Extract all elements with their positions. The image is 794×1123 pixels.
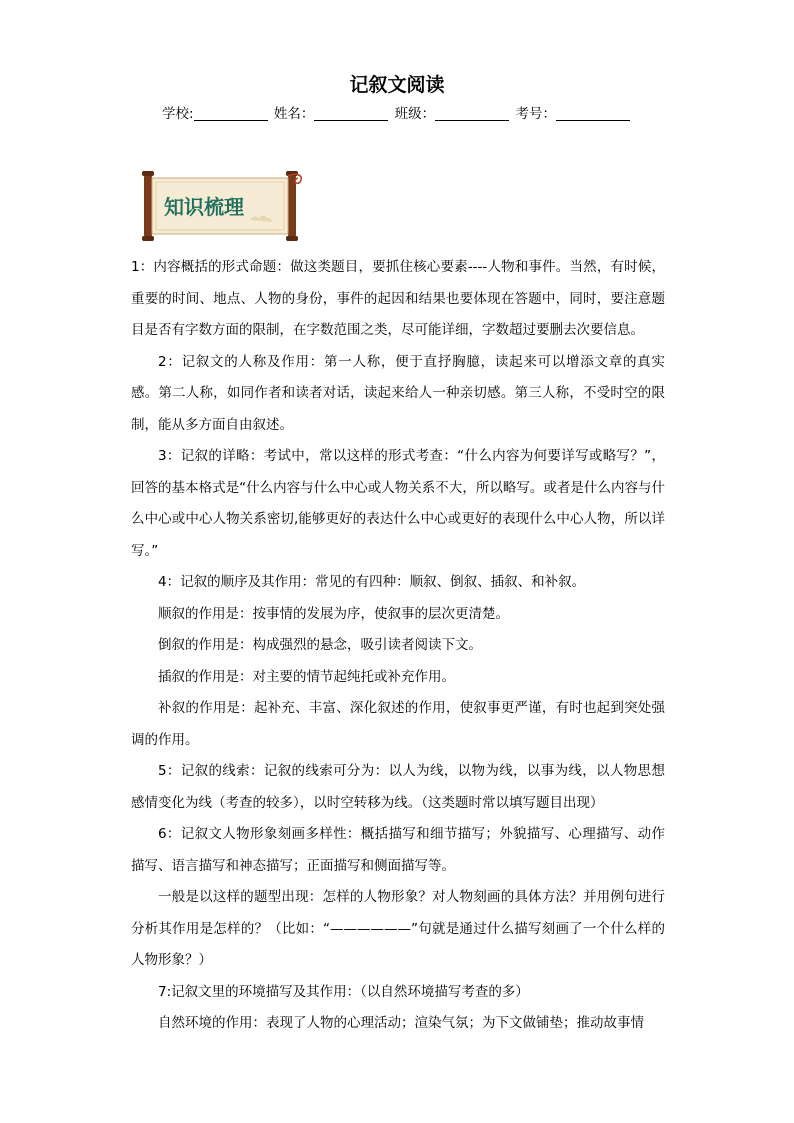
number-label: 考号：: [515, 106, 556, 122]
paragraph-2: 2：记叙文的人称及作用：第一人称，便于直抒胸臆，读起来可以增添文章的真实感。第二人称，如同作者和读者对话，读起来给人一种亲切感。第三人称，不受时空的限制，能从多方面自由叙述。: [131, 353, 665, 433]
paragraph-12: 7:记叙文里的环境描写及其作用：（以自然环境描写考查的多）: [158, 983, 529, 1000]
paragraph-13: 自然环境的作用：表现了人物的心理活动；渲染气氛；为下文做铺垫；推动故事情: [158, 1015, 644, 1031]
scroll-cap-left-top: [142, 171, 154, 176]
paragraph-9: 5：记叙的线索：记叙的线索可分为：以人为线，以物为线，以事为线，以人物思想感情变化为线（考查的较多），以时空转移为线。（这类题时常以填写题目出现）: [131, 763, 665, 811]
student-info-line: [0, 102, 794, 122]
paragraph-1: 1：内容概括的形式命题：做这类题目，要抓住核心要素----人物和事件。当然，有时候，重要的时间、地点、人物的身份，事件的起因和结果也要体现在答题中，同时，要注意题目是否有字数方面的限制，在字数范围之类，尽可能详细，字数超过要删去次要信息。: [131, 259, 665, 338]
paragraph-10: 6：记叙文人物形象刻画多样性：概括描写和细节描写；外貌描写、心理描写、动作描写、语言描写和神态描写；正面描写和侧面描写等。: [131, 826, 665, 874]
paragraph-6: 倒叙的作用是：构成强烈的悬念，吸引读者阅读下文。: [158, 637, 482, 653]
scroll-cap-left-bottom: [142, 236, 154, 241]
paragraph-11: 一般是以这样的题型出现：怎样的人物形象？对人物刻画的具体方法？并用例句进行分析其作用是怎样的？（比如：“——————”句就是通过什么描写刻画了一个什么样的人物形象？）: [131, 889, 665, 968]
number-blank[interactable]: [556, 106, 630, 121]
page-title: 记叙文阅读: [349, 74, 445, 96]
banner-label: 知识梳理: [164, 195, 244, 219]
scroll-roller-right: [288, 174, 296, 238]
paragraph-4: 4：记叙的顺序及其作用：常见的有四种：顺叙、倒叙、插叙、和补叙。: [158, 574, 586, 590]
scroll-roller-left: [144, 174, 152, 238]
document-body: [131, 252, 665, 1040]
name-blank[interactable]: [314, 106, 388, 121]
name-label: 姓名：: [273, 106, 315, 122]
school-blank[interactable]: [194, 106, 268, 121]
class-label: 班级：: [394, 106, 436, 122]
paragraph-5: 顺叙的作用是：按事情的发展为序，使叙事的层次更清楚。: [158, 605, 509, 622]
paragraph-3: 3：记叙的详略：考试中，常以这样的形式考查：“什么内容为何要详写或略写？”，回答的基本格式是“什么内容与什么中心或人物关系不大，所以略写。或者是什么内容与什么中心或中心人物关系密切,能够更好的表达什么中心或更好的表现什么中心人物，所以详写。”: [131, 448, 665, 559]
knowledge-banner: [138, 168, 306, 242]
paragraph-7: 插叙的作用是：对主要的情节起纯托或补充作用。: [158, 668, 455, 685]
class-blank[interactable]: [435, 106, 509, 121]
school-label: 学校:: [162, 106, 194, 122]
paragraph-8: 补叙的作用是：起补充、丰富、深化叙述的作用，使叙事更严谨，有时也起到突处强调的作用。: [131, 700, 665, 748]
scroll-cap-right-bottom: [286, 236, 298, 241]
